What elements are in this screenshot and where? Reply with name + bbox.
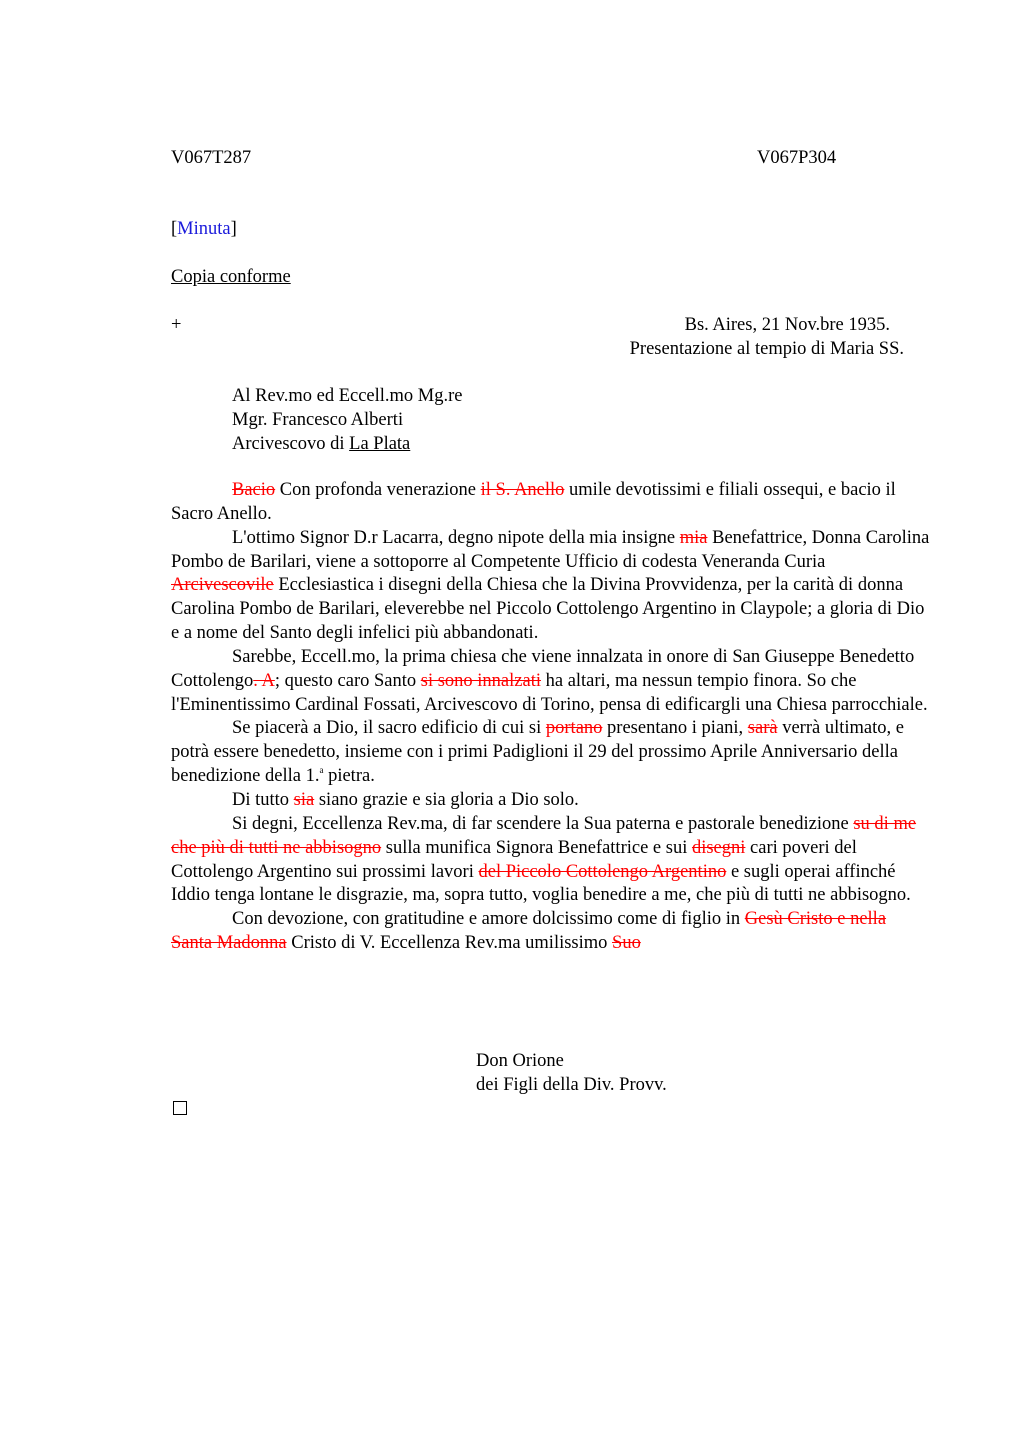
paragraph-text: presentano i piani, [602, 718, 748, 739]
paragraph-text: Si degni, Eccellenza Rev.ma, di far scendere la Sua paterna e pastorale benedizione [232, 813, 854, 834]
document-code-right: V067P304 [757, 148, 837, 168]
paragraph-text: Con devozione, con gratitudine e amore dolcissimo come di figlio in [232, 909, 745, 930]
paragraph-text: Se piacerà a Dio, il sacro edificio di cui si [232, 718, 546, 739]
deleted-text: il S. Anello [480, 480, 565, 500]
draft-note [171, 217, 237, 241]
paragraph-text: pietra. [323, 766, 375, 787]
document-code-left: V067T287 [171, 148, 252, 168]
dateline-feast: Presentazione al tempio di Maria SS. [629, 339, 904, 359]
deleted-text: portano [545, 718, 603, 739]
deleted-text: Gesù Cristo e nella Santa Madonna [171, 909, 887, 954]
deleted-text: si sono innalzati [420, 670, 541, 691]
letter-paragraph [171, 789, 931, 813]
paragraph-text: Benefattrice, Donna Carolina Pombo de Barilari, viene a sottoporre al Competente Ufficio di codesta Veneranda Curia [171, 527, 930, 572]
letter-body [171, 479, 931, 956]
deleted-text: del Piccolo Cottolengo Argentino [478, 861, 727, 882]
deleted-text: disegni [691, 837, 746, 858]
paragraph-text: umile devotissimi e filiali ossequi, e bacio il Sacro Anello. [171, 480, 896, 524]
letter-paragraph [171, 908, 931, 956]
deleted-text: Bacio [232, 480, 276, 500]
letter-paragraph [171, 813, 931, 908]
deleted-text: sia [293, 789, 315, 810]
minuta-label: Minuta [177, 219, 231, 239]
paragraph-text: Con profonda venerazione [275, 480, 481, 500]
letter-paragraph [171, 717, 931, 789]
signature-name: Don Orione [476, 1051, 564, 1071]
paragraph-text: verrà ultimato, e potrà essere benedetto, insieme con i primi Padiglioni il 29 del prossimo Aprile Anniversario della benedizione della 1. [171, 718, 904, 787]
paragraph-text: Di tutto [232, 789, 294, 810]
paragraph-text: Sarebbe, Eccell.mo, la prima chiesa che viene innalzata in onore di San Giuseppe Benedetto Cottolengo [171, 646, 915, 691]
paragraph-text: Ecclesiastica i disegni della Chiesa che la Divina Provvidenza, per la carità di donna Carolina Pombo de Barilari, eleverebbe nel Piccolo Cottolengo Argentino in Claypole; a gloria di Dio e a nome del Santo degli infelici più abbandonati. [171, 575, 925, 644]
copy-conforme-label: Copia conforme [171, 267, 291, 287]
address-line-3 [232, 432, 410, 456]
deleted-text: sarà [747, 718, 778, 739]
paragraph-text: L'ottimo Signor D.r Lacarra, degno nipote della mia insigne [232, 527, 680, 548]
paragraph-text: ; questo caro Santo [274, 670, 421, 691]
dateline-place-date: Bs. Aires, 21 Nov.bre 1935. [684, 315, 890, 335]
paragraph-text: e sugli operai affinché Iddio tenga lontane le disgrazie, ma, sopra tutto, voglia benedire a me, che più di tutti ne abbisogno. [171, 861, 911, 906]
cross-mark: + [171, 315, 182, 335]
deleted-text: su di me che più di tutti ne abbisogno [171, 813, 917, 858]
superscript-text: a [319, 765, 324, 776]
deleted-text: Arcivescovile [171, 575, 274, 596]
signature-title: dei Figli della Div. Provv. [476, 1075, 667, 1095]
address-prefix: Arcivescovo di [232, 434, 350, 454]
paragraph-text: sulla munifica Signora Benefattrice e sui [381, 837, 692, 858]
bracket-open: [ [171, 219, 178, 239]
paragraph-text: Cristo di V. Eccellenza Rev.ma umilissimo [286, 933, 613, 954]
paragraph-text: ha altari, ma nessun tempio finora. So che l'Eminentissimo Cardinal Fossati, Arcivescovo di Torino, pensa di edificargli una Chiesa parrocchiale. [171, 670, 928, 715]
letter-paragraph [171, 479, 931, 527]
paragraph-text: cari poveri del Cottolengo Argentino sui prossimi lavori [171, 837, 857, 882]
address-place: La Plata [349, 434, 411, 454]
deleted-text: . A [253, 670, 275, 691]
address-line-1: Al Rev.mo ed Eccell.mo Mg.re [232, 386, 463, 406]
letter-paragraph [171, 646, 931, 718]
bracket-close: ] [230, 219, 237, 239]
address-line-2: Mgr. Francesco Alberti [232, 410, 404, 430]
end-checkbox [173, 1101, 187, 1115]
deleted-text: Suo [612, 933, 641, 954]
letter-paragraph [171, 527, 931, 646]
deleted-text: mia [679, 527, 708, 548]
paragraph-text: siano grazie e sia gloria a Dio solo. [314, 789, 579, 810]
